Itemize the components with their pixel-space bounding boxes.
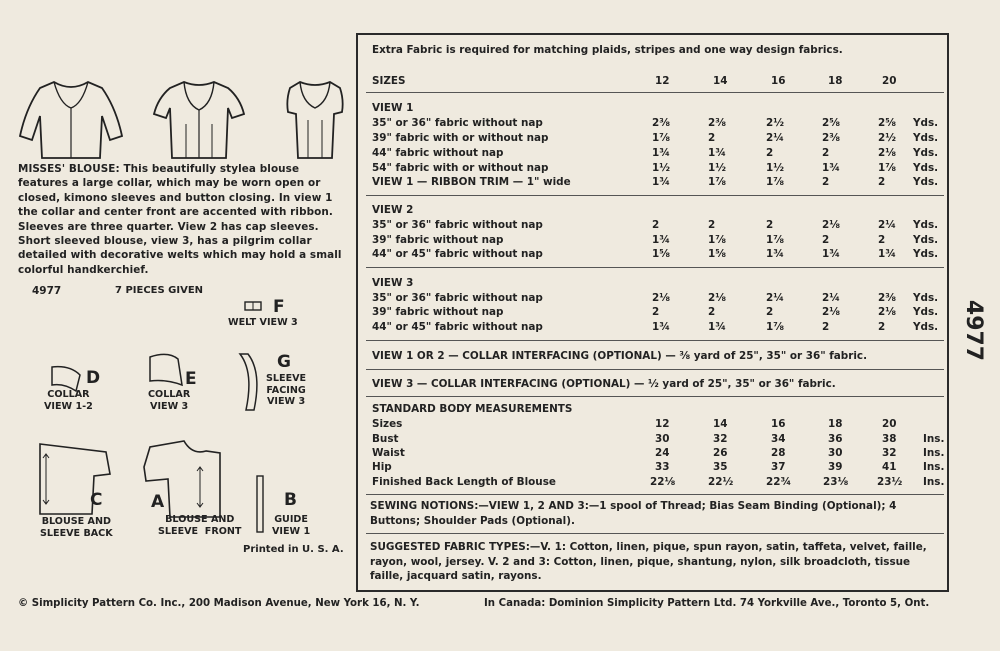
view-3-title: VIEW 3: [372, 277, 414, 289]
measurement-value: 23⅛: [823, 476, 849, 488]
unit-ins: Ins.: [923, 447, 945, 459]
piece-g-shape: [232, 352, 262, 412]
piece-c-caption: BLOUSE AND SLEEVE BACK: [40, 516, 113, 539]
yardage-value: 1¾: [822, 248, 840, 260]
piece-e-shape: [146, 349, 186, 389]
measurement-value: 12: [655, 418, 670, 430]
view-3-row-label: 44" or 45" fabric without nap: [372, 321, 543, 333]
yardage-value: 1¾: [708, 321, 726, 333]
piece-g-caption: SLEEVE FACING VIEW 3: [266, 373, 307, 407]
measurement-value: 16: [771, 418, 786, 430]
measurement-value: 14: [713, 418, 728, 430]
piece-f-caption: WELT VIEW 3: [228, 317, 298, 328]
yardage-value: 2⅜: [708, 117, 726, 129]
unit-yds: Yds.: [913, 132, 939, 144]
footer-canada: In Canada: Dominion Simplicity Pattern Ltd. 74 Yorkville Ave., Toronto 5, Ont.: [484, 598, 930, 609]
measurement-label: Sizes: [372, 418, 403, 430]
yardage-value: 2: [766, 219, 774, 231]
sewing-notions-line-1: SEWING NOTIONS:—VIEW 1, 2 AND 3:—1 spool of Thread; Bias Seam Binding (Optional); 4: [370, 500, 897, 512]
view-1-title: VIEW 1: [372, 102, 414, 114]
measurement-value: 26: [713, 447, 728, 459]
yardage-value: 2⅛: [878, 306, 896, 318]
yardage-value: 2: [708, 306, 716, 318]
description-text: This beautifully stylea blouse features a large collar, which may be worn open or closed, kimono sleeves and button closing. In view 1 the collar and center front are accented with ribbon. Sleeves are three quarter. View 2 has cap sleeves. Short sleeved blouse, view 3, has a pilgrim collar detailed with decorative welts which may hold a small colorful handkerchief.: [18, 163, 342, 276]
yardage-value: 2: [822, 176, 830, 188]
yardage-value: 2⅛: [878, 147, 896, 159]
yardage-value: 2¼: [766, 132, 784, 144]
pieces-given: 7 PIECES GIVEN: [115, 285, 204, 296]
unit-yds: Yds.: [913, 176, 939, 188]
view-2-row-label: 35" or 36" fabric without nap: [372, 219, 543, 231]
view-2-title: VIEW 2: [372, 204, 414, 216]
yardage-value: 1¾: [652, 176, 670, 188]
yardage-value: 2: [822, 234, 830, 246]
yardage-value: 1¾: [652, 321, 670, 333]
divider: [366, 369, 944, 370]
unit-yds: Yds.: [913, 117, 939, 129]
view-3-row-label: 35" or 36" fabric without nap: [372, 292, 543, 304]
measurement-value: 20: [882, 418, 897, 430]
view-2-row-label: 44" or 45" fabric without nap: [372, 248, 543, 260]
size-heading: 14: [713, 75, 728, 87]
fabric-types-line-1: SUGGESTED FABRIC TYPES:—V. 1: Cotton, linen, pique, spun rayon, satin, taffeta, velvet, faille,: [370, 541, 927, 553]
unit-yds: Yds.: [913, 292, 939, 304]
piece-a-letter: A: [151, 492, 165, 512]
yardage-value: 2: [766, 306, 774, 318]
view-1-row-label: 35" or 36" fabric without nap: [372, 117, 543, 129]
footer-copyright: © Simplicity Pattern Co. Inc., 200 Madison Avenue, New York 16, N. Y.: [18, 598, 420, 609]
size-heading: 16: [771, 75, 786, 87]
piece-f-letter: F: [273, 297, 285, 317]
unit-yds: Yds.: [913, 162, 939, 174]
divider: [366, 340, 944, 341]
blouse-description: [18, 162, 343, 277]
measurement-value: 33: [655, 461, 670, 473]
sizes-label: SIZES: [372, 75, 406, 87]
unit-yds: Yds.: [913, 219, 939, 231]
piece-e-letter: E: [185, 369, 197, 389]
yardage-value: 2: [822, 321, 830, 333]
measurement-value: 30: [655, 433, 670, 445]
yardage-value: 1⅞: [878, 162, 896, 174]
printed-in-usa: Printed in U. S. A.: [243, 544, 344, 555]
measurement-value: 23½: [877, 476, 903, 488]
yardage-value: 1½: [652, 162, 670, 174]
yardage-value: 1¾: [652, 234, 670, 246]
size-heading: 12: [655, 75, 670, 87]
measurement-value: 22⅛: [650, 476, 676, 488]
yardage-value: 2½: [878, 132, 896, 144]
yardage-value: 2⅝: [878, 117, 896, 129]
yardage-value: 1⅞: [766, 321, 784, 333]
yardage-value: 1¾: [708, 147, 726, 159]
unit-yds: Yds.: [913, 248, 939, 260]
yardage-value: 2: [822, 147, 830, 159]
piece-f-shape: [244, 300, 262, 312]
yardage-value: 1⅞: [766, 234, 784, 246]
measurement-value: 30: [828, 447, 843, 459]
view-2-row-label: 39" fabric without nap: [372, 234, 504, 246]
view-1-row-label: VIEW 1 — RIBBON TRIM — 1" wide: [372, 176, 571, 188]
yardage-value: 2½: [766, 117, 784, 129]
measurement-label: Hip: [372, 461, 392, 473]
yardage-value: 1⅞: [708, 176, 726, 188]
yardage-value: 1¾: [652, 147, 670, 159]
piece-c-letter: C: [90, 490, 103, 510]
yardage-value: 1¾: [878, 248, 896, 260]
yardage-value: 2: [766, 147, 774, 159]
measurement-value: 32: [713, 433, 728, 445]
interfacing-view-3: VIEW 3 — COLLAR INTERFACING (OPTIONAL) — ½ yard of 25", 35" or 36" fabric.: [372, 378, 836, 390]
yardage-value: 1⅞: [652, 132, 670, 144]
measurement-value: 41: [882, 461, 897, 473]
yardage-value: 2: [878, 321, 886, 333]
yardage-value: 2⅜: [878, 292, 896, 304]
yardage-value: 1⅝: [652, 248, 670, 260]
description-lead: MISSES' BLOUSE:: [18, 163, 120, 175]
blouse-view-2-sketch: [152, 74, 246, 162]
piece-b-letter: B: [284, 490, 297, 510]
divider: [366, 267, 944, 268]
yardage-value: 2: [878, 176, 886, 188]
fabric-types-line-3: faille, jacquard satin, rayons.: [370, 570, 542, 582]
yardage-value: 1¾: [822, 162, 840, 174]
measurement-value: 28: [771, 447, 786, 459]
view-3-row-label: 39" fabric without nap: [372, 306, 504, 318]
yardage-value: 2⅛: [652, 292, 670, 304]
measurement-label: Finished Back Length of Blouse: [372, 476, 556, 488]
unit-ins: Ins.: [923, 461, 945, 473]
yardage-value: 2⅜: [652, 117, 670, 129]
blouse-view-3-sketch: [284, 74, 346, 162]
fabric-types-line-2: rayon, wool, jersey. V. 2 and 3: Cotton, linen, pique, shantung, nylon, silk broadcloth, tissue: [370, 556, 911, 568]
measurement-value: 37: [771, 461, 786, 473]
yardage-value: 2: [652, 219, 660, 231]
measurement-value: 22½: [708, 476, 734, 488]
sewing-notions-line-2: Buttons; Shoulder Pads (Optional).: [370, 515, 575, 527]
piece-d-caption: COLLAR VIEW 1-2: [44, 389, 93, 412]
piece-b-caption: GUIDE VIEW 1: [272, 514, 311, 537]
yardage-value: 2¼: [766, 292, 784, 304]
yardage-value: 2⅛: [708, 292, 726, 304]
measurement-label: Waist: [372, 447, 405, 459]
measurement-value: 36: [828, 433, 843, 445]
pattern-number: 4977: [32, 285, 62, 297]
yardage-value: 2⅛: [822, 306, 840, 318]
view-1-row-label: 54" fabric with or without nap: [372, 162, 549, 174]
yardage-value: 2⅝: [822, 117, 840, 129]
divider: [366, 195, 944, 196]
view-1-row-label: 44" fabric without nap: [372, 147, 504, 159]
yardage-value: 2: [652, 306, 660, 318]
measurements-title: STANDARD BODY MEASUREMENTS: [372, 403, 573, 415]
divider: [366, 533, 944, 534]
size-heading: 20: [882, 75, 897, 87]
interfacing-view-1-2: VIEW 1 OR 2 — COLLAR INTERFACING (OPTIONAL) — ⅜ yard of 25", 35" or 36" fabric.: [372, 350, 868, 362]
measurement-value: 22¾: [766, 476, 792, 488]
yardage-value: 2⅜: [822, 132, 840, 144]
measurement-label: Bust: [372, 433, 399, 445]
measurement-value: 18: [828, 418, 843, 430]
measurement-value: 39: [828, 461, 843, 473]
view-1-row-label: 39" fabric with or without nap: [372, 132, 549, 144]
side-pattern-number: 4977: [961, 299, 987, 362]
size-heading: 18: [828, 75, 843, 87]
measurement-value: 35: [713, 461, 728, 473]
blouse-view-1-sketch: [16, 74, 126, 162]
divider: [366, 396, 944, 397]
yardage-value: 1⅝: [708, 248, 726, 260]
piece-e-caption: COLLAR VIEW 3: [148, 389, 191, 412]
yardage-value: 1⅞: [708, 234, 726, 246]
divider: [366, 494, 944, 495]
piece-c-shape: [36, 440, 116, 516]
yardage-value: 2⅛: [822, 219, 840, 231]
unit-yds: Yds.: [913, 234, 939, 246]
unit-yds: Yds.: [913, 147, 939, 159]
extra-fabric-note: Extra Fabric is required for matching plaids, stripes and one way design fabrics.: [372, 44, 843, 56]
piece-g-letter: G: [277, 352, 291, 372]
piece-a-caption: BLOUSE AND SLEEVE FRONT: [158, 514, 242, 537]
yardage-value: 2: [708, 132, 716, 144]
unit-yds: Yds.: [913, 306, 939, 318]
divider: [366, 92, 944, 93]
measurement-value: 34: [771, 433, 786, 445]
yardage-value: 2¼: [878, 219, 896, 231]
piece-d-letter: D: [86, 368, 101, 388]
piece-b-shape: [254, 474, 266, 534]
unit-yds: Yds.: [913, 321, 939, 333]
yardage-value: 2: [708, 219, 716, 231]
yardage-value: 2: [878, 234, 886, 246]
yardage-value: 1⅞: [766, 176, 784, 188]
yardage-value: 1½: [708, 162, 726, 174]
unit-ins: Ins.: [923, 433, 945, 445]
measurement-value: 38: [882, 433, 897, 445]
measurement-value: 24: [655, 447, 670, 459]
measurement-value: 32: [882, 447, 897, 459]
yardage-value: 2¼: [822, 292, 840, 304]
yardage-value: 1½: [766, 162, 784, 174]
unit-ins: Ins.: [923, 476, 945, 488]
yardage-value: 1¾: [766, 248, 784, 260]
